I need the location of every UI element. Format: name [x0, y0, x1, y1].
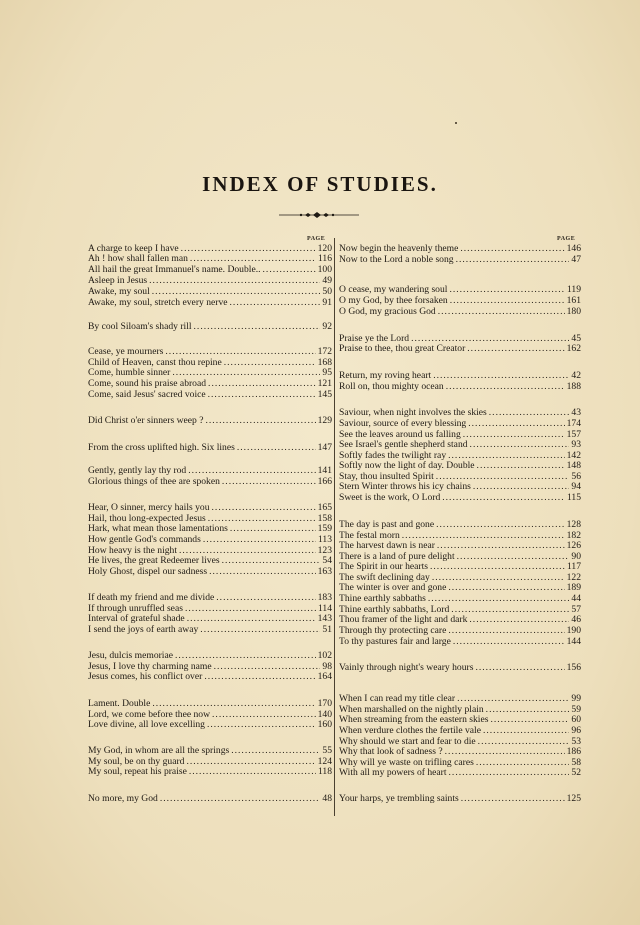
dot-leader [206, 415, 316, 426]
hymn-title: Child of Heaven, canst thou repine [88, 357, 222, 368]
page-number: 172 [317, 346, 332, 357]
page-number: 95 [322, 367, 332, 378]
page-number: 93 [571, 439, 581, 450]
hymn-title: Gently, gently lay thy rod [88, 465, 187, 476]
dot-leader [208, 389, 316, 400]
left-index-entry [88, 502, 332, 513]
hymn-title: My soul, repeat his praise [88, 766, 187, 777]
right-index-entry [339, 492, 581, 503]
hymn-title: If death my friend and me divide [88, 592, 215, 603]
dot-leader [175, 650, 316, 661]
dot-leader [448, 582, 564, 593]
dot-leader [461, 793, 565, 804]
hymn-title: Thine earthly sabbaths [339, 593, 426, 604]
dot-leader [194, 321, 321, 332]
column-divider [334, 238, 335, 816]
page-number: 58 [571, 757, 581, 768]
left-index-entry [88, 297, 332, 308]
page-title: INDEX OF STUDIES. [202, 172, 438, 196]
page-number: 166 [317, 476, 332, 487]
left-index-entry [88, 264, 332, 275]
page-number: 156 [566, 662, 581, 673]
right-index-entry [339, 407, 581, 418]
hymn-title: Awake, my soul, stretch every nerve [88, 297, 228, 308]
hymn-title: Hark, what mean those lamentations [88, 523, 228, 534]
hymn-title: Softly fades the twilight ray [339, 450, 447, 461]
hymn-title: From the cross uplifted high. Six lines [88, 442, 235, 453]
page-number: 142 [566, 450, 581, 461]
dot-leader [237, 442, 316, 453]
dot-leader [437, 540, 565, 551]
hymn-title: Stern Winter throws his icy chains [339, 481, 471, 492]
hymn-title: Stay, thou insulted Spirit [339, 471, 434, 482]
left-index-entry [88, 523, 332, 534]
right-index-entry [339, 793, 581, 804]
right-index-entry [339, 243, 581, 254]
page-number: 43 [571, 407, 581, 418]
page-number: 117 [566, 561, 581, 572]
page-number: 190 [566, 625, 581, 636]
left-index-entry [88, 415, 332, 426]
right-index-entry [339, 636, 581, 647]
hymn-title: Thine earthly sabbaths, Lord [339, 604, 450, 615]
dot-leader [152, 698, 315, 709]
dot-leader [445, 746, 565, 757]
page-number: 57 [571, 604, 581, 615]
right-index-entry [339, 561, 581, 572]
page-number: 100 [317, 264, 332, 275]
dot-leader [189, 766, 316, 777]
dot-leader [165, 346, 315, 357]
dot-leader [436, 519, 564, 530]
page-number: 161 [566, 295, 581, 306]
left-index-entry [88, 378, 332, 389]
page-number: 115 [566, 492, 581, 503]
page-number: 116 [317, 253, 332, 264]
hymn-title: See the leaves around us falling [339, 429, 461, 440]
page-number: 121 [317, 378, 332, 389]
page-number: 99 [571, 693, 581, 704]
page-column-header-right: PAGE [557, 236, 576, 242]
hymn-title: Saviour, when night involves the skies [339, 407, 487, 418]
dot-leader [477, 460, 565, 471]
left-index-entry [88, 698, 332, 709]
page-number: 56 [571, 471, 581, 482]
page-number: 183 [317, 592, 332, 603]
left-index-entry [88, 253, 332, 264]
hymn-title: Did Christ o'er sinners weep ? [88, 415, 204, 426]
hymn-title: Why that look of sadness ? [339, 746, 443, 757]
right-index-entry [339, 540, 581, 551]
hymn-title: Hear, O sinner, mercy hails you [88, 502, 210, 513]
hymn-title: Ah ! how shall fallen man [88, 253, 188, 264]
hymn-title: Return, my roving heart [339, 370, 432, 381]
hymn-title: Sweet is the work, O Lord [339, 492, 441, 503]
hymn-title: Saviour, source of every blessing [339, 418, 467, 429]
hymn-title: Asleep in Jesus [88, 275, 148, 286]
page-number: 91 [322, 297, 332, 308]
page-number: 114 [317, 603, 332, 614]
page-number: 157 [566, 429, 581, 440]
page-number: 141 [317, 465, 332, 476]
left-index-entry [88, 719, 332, 730]
page-number: 189 [566, 582, 581, 593]
right-index-entry [339, 662, 581, 673]
dot-leader [216, 592, 315, 603]
dot-leader [456, 254, 570, 265]
dot-leader [190, 253, 316, 264]
page-number: 60 [571, 714, 581, 725]
hymn-title: Hail, thou long-expected Jesus [88, 513, 206, 524]
page-number: 47 [571, 254, 581, 265]
dot-leader [222, 555, 321, 566]
right-index-entry [339, 306, 581, 317]
page-number: 188 [566, 381, 581, 392]
left-index-entry [88, 534, 332, 545]
page-number: 125 [566, 793, 581, 804]
hymn-title: Now to the Lord a noble song [339, 254, 454, 265]
hymn-title: The swift declining day [339, 572, 430, 583]
right-index-entry [339, 295, 581, 306]
left-index-entry [88, 389, 332, 400]
left-index-entry [88, 286, 332, 297]
page-number: 122 [566, 572, 581, 583]
page-number: 44 [571, 593, 581, 604]
hymn-title: Lord, we come before thee now [88, 709, 211, 720]
dot-leader [450, 295, 565, 306]
page-number: 96 [571, 725, 581, 736]
right-index-entry [339, 767, 581, 778]
hymn-title: Vainly through night's weary hours [339, 662, 474, 673]
hymn-title: The Spirit in our hearts [339, 561, 428, 572]
page-number: 55 [322, 745, 332, 756]
page-number: 42 [571, 370, 581, 381]
right-index-entry [339, 439, 581, 450]
page-number: 126 [566, 540, 581, 551]
page-number: 54 [322, 555, 332, 566]
page-number: 164 [317, 671, 332, 682]
dot-leader [490, 714, 569, 725]
left-index-entry [88, 275, 332, 286]
right-index-entry [339, 714, 581, 725]
hymn-title: Interval of grateful shade [88, 613, 185, 624]
page-number: 163 [317, 566, 332, 577]
left-index-entry [88, 671, 332, 682]
hymn-title: Why should we start and fear to die [339, 736, 476, 747]
hymn-title: Come, humble sinner [88, 367, 171, 378]
hymn-title: O my God, by thee forsaken [339, 295, 448, 306]
hymn-title: How heavy is the night [88, 545, 177, 556]
hymn-title: Through thy protecting care [339, 625, 447, 636]
dot-leader [442, 492, 565, 503]
right-index-entry [339, 746, 581, 757]
page-number: 119 [566, 284, 581, 295]
hymn-title: There is a land of pure delight [339, 551, 455, 562]
hymn-title: Softly now the light of day. Double [339, 460, 475, 471]
dot-leader [160, 793, 321, 804]
hymn-title: Come, said Jesus' sacred voice [88, 389, 206, 400]
left-index-entry [88, 367, 332, 378]
page-number: 165 [317, 502, 332, 513]
page-number: 170 [317, 698, 332, 709]
dot-leader [470, 439, 570, 450]
page-number: 123 [317, 545, 332, 556]
right-index-entry [339, 370, 581, 381]
page-number: 50 [322, 286, 332, 297]
dot-leader [467, 343, 564, 354]
page-number: 144 [566, 636, 581, 647]
hymn-title: Your harps, ye trembling saints [339, 793, 459, 804]
dot-leader [469, 614, 569, 625]
page-number: 51 [322, 624, 332, 635]
dot-leader [489, 407, 570, 418]
hymn-title: The day is past and gone [339, 519, 435, 530]
right-index-entry [339, 625, 581, 636]
dot-leader [222, 476, 316, 487]
hymn-title: Lament. Double [88, 698, 151, 709]
hymn-title: When I can read my title clear [339, 693, 456, 704]
dot-leader [149, 275, 320, 286]
hymn-title: Praise to thee, thou great Creator [339, 343, 466, 354]
dot-leader [448, 625, 564, 636]
dot-leader [453, 636, 565, 647]
right-index-entry [339, 725, 581, 736]
right-index-entry [339, 460, 581, 471]
page-number: 147 [317, 442, 332, 453]
right-index-entry [339, 343, 581, 354]
left-index-entry [88, 346, 332, 357]
dot-leader [230, 297, 321, 308]
page-number: 146 [566, 243, 581, 254]
hymn-title: The festal morn [339, 530, 400, 541]
dot-leader [460, 243, 564, 254]
page-number: 98 [322, 661, 332, 672]
dot-leader [468, 418, 564, 429]
hymn-title: Jesu, dulcis memoriae [88, 650, 173, 661]
dot-leader [187, 613, 316, 624]
page-number: 113 [317, 534, 332, 545]
dot-leader [263, 264, 316, 275]
page-number: 180 [566, 306, 581, 317]
hymn-title: Praise ye the Lord [339, 333, 410, 344]
page-number: 102 [317, 650, 332, 661]
dot-leader [457, 693, 569, 704]
hymn-title: No more, my God [88, 793, 158, 804]
right-index-entry [339, 481, 581, 492]
hymn-title: I send the joys of earth away [88, 624, 199, 635]
right-index-entry [339, 418, 581, 429]
hymn-title: Cease, ye mourners [88, 346, 164, 357]
hymn-title: Love divine, all love excelling [88, 719, 205, 730]
hymn-title: Now begin the heavenly theme [339, 243, 459, 254]
hymn-title: Thou framer of the light and dark [339, 614, 468, 625]
dot-leader [152, 286, 321, 297]
page-number: 49 [322, 275, 332, 286]
page-number: 143 [317, 613, 332, 624]
left-index-entry [88, 613, 332, 624]
left-index-entry [88, 465, 332, 476]
left-index-entry [88, 745, 332, 756]
page-number: 45 [571, 333, 581, 344]
dot-leader [231, 745, 320, 756]
page-number: 160 [317, 719, 332, 730]
left-index-entry [88, 321, 332, 332]
page-number: 158 [317, 513, 332, 524]
dot-leader [433, 370, 569, 381]
dot-leader [449, 284, 565, 295]
page-number: 140 [317, 709, 332, 720]
page-number: 186 [566, 746, 581, 757]
left-index-entry [88, 650, 332, 661]
dot-leader [475, 662, 564, 673]
right-index-entry [339, 519, 581, 530]
page-number: 168 [317, 357, 332, 368]
left-index-entry [88, 766, 332, 777]
hymn-title: Jesus comes, his conflict over [88, 671, 203, 682]
hymn-title: My soul, be on thy guard [88, 756, 185, 767]
page-number: 148 [566, 460, 581, 471]
hymn-title: When verdure clothes the fertile vale [339, 725, 481, 736]
page-number: 94 [571, 481, 581, 492]
hymn-title: By cool Siloam's shady rill [88, 321, 192, 332]
dot-leader [208, 378, 316, 389]
dot-leader [438, 306, 565, 317]
hymn-title: To thy pastures fair and large [339, 636, 451, 647]
page-number: 53 [571, 736, 581, 747]
dot-leader [430, 561, 565, 572]
hymn-title: See Israel's gentle shepherd stand [339, 439, 468, 450]
page-column-header-left: PAGE [307, 236, 326, 242]
hymn-title: When streaming from the eastern skies [339, 714, 489, 725]
left-index-entry [88, 476, 332, 487]
page-number: 128 [566, 519, 581, 530]
page-number: 124 [317, 756, 332, 767]
hymn-title: With all my powers of heart [339, 767, 447, 778]
page-number: 120 [317, 243, 332, 254]
hymn-title: Roll on, thou mighty ocean [339, 381, 444, 392]
dot-leader [200, 624, 320, 635]
dot-leader [172, 367, 320, 378]
page-number: 182 [566, 530, 581, 541]
right-index-entry [339, 284, 581, 295]
page-number: 59 [571, 704, 581, 715]
ink-speck [455, 122, 457, 124]
hymn-title: A charge to keep I have [88, 243, 179, 254]
page-number: 174 [566, 418, 581, 429]
left-index-entry [88, 624, 332, 635]
hymn-title: O cease, my wandering soul [339, 284, 448, 295]
hymn-title: The harvest dawn is near [339, 540, 435, 551]
right-index-entry [339, 693, 581, 704]
right-index-entry [339, 614, 581, 625]
hymn-title: The winter is over and gone [339, 582, 447, 593]
hymn-title: Why will ye waste on trifling cares [339, 757, 474, 768]
dot-leader [209, 566, 315, 577]
dot-leader [212, 502, 316, 513]
hymn-title: O God, my gracious God [339, 306, 436, 317]
page-number: 48 [322, 793, 332, 804]
left-index-entry [88, 442, 332, 453]
left-index-entry [88, 555, 332, 566]
right-index-entry [339, 381, 581, 392]
page-number: 118 [317, 766, 332, 777]
dot-leader [188, 465, 315, 476]
page-number: 46 [571, 614, 581, 625]
dot-leader [203, 534, 316, 545]
hymn-title: He lives, the great Redeemer lives [88, 555, 220, 566]
dot-leader [473, 481, 570, 492]
hymn-title: If through unruffled seas [88, 603, 183, 614]
hymn-title: Come, sound his praise abroad [88, 378, 207, 389]
right-index-entry [339, 593, 581, 604]
page-number: 162 [566, 343, 581, 354]
page-number: 159 [317, 523, 332, 534]
page-number: 129 [317, 415, 332, 426]
dot-leader [204, 671, 315, 682]
left-index-entry [88, 793, 332, 804]
dot-leader [483, 725, 569, 736]
right-index-entry [339, 582, 581, 593]
dot-leader [449, 767, 570, 778]
page-number: 90 [571, 551, 581, 562]
left-index-entry [88, 592, 332, 603]
hymn-title: Holy Ghost, dispel our sadness [88, 566, 208, 577]
left-index-entry [88, 566, 332, 577]
hymn-title: Glorious things of thee are spoken [88, 476, 220, 487]
dot-leader [207, 719, 316, 730]
dot-leader [230, 523, 316, 534]
hymn-title: All hail the great Immanuel's name. Double.. [88, 264, 261, 275]
hymn-title: How gentle God's commands [88, 534, 201, 545]
right-index-entry [339, 254, 581, 265]
dot-leader [428, 593, 570, 604]
page-number: 52 [571, 767, 581, 778]
page-number: 92 [322, 321, 332, 332]
hymn-title: When marshalled on the nightly plain [339, 704, 484, 715]
hymn-title: Jesus, I love thy charming name [88, 661, 212, 672]
page-number: 145 [317, 389, 332, 400]
hymn-title: Awake, my soul [88, 286, 150, 297]
ornament-rule-icon [279, 210, 359, 220]
dot-leader [446, 381, 565, 392]
hymn-title: My God, in whom are all the springs [88, 745, 230, 756]
